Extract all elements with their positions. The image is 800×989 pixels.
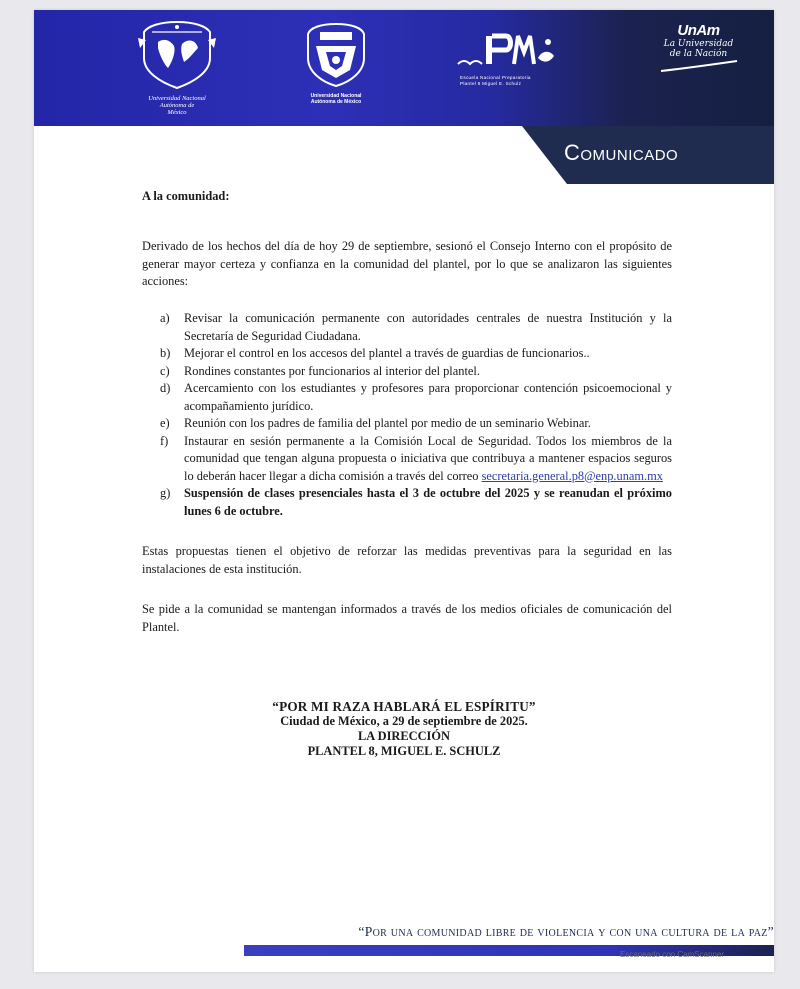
intro-paragraph: Derivado de los hechos del día de hoy 29 de septiembre, sesionó el Consejo Interno con el propósito de generar mayor certeza y confianza en la comunidad del plantel, por lo que se analizaron las siguientes acciones: (142, 239, 672, 288)
list-item (142, 310, 672, 345)
unam-shield-logo (132, 18, 222, 116)
list-item (142, 345, 672, 363)
unam-seal-logo (300, 22, 372, 105)
list-item-text: Reunión con los padres de familia del plantel por medio de un seminario Webinar. (184, 416, 591, 430)
unam-seal-caption-line: Autónoma de México (310, 99, 362, 105)
list-item (142, 485, 672, 520)
list-item-text: Instaurar en sesión permanente a la Comisión Local de Seguridad. Todos los miembros de la comunidad que tengan alguna propuesta o iniciativa que contribuya a mantener espacios seguros lo deberán hacer llegar a dicha comisión a través del correo (184, 433, 672, 483)
list-item-letter: d) (160, 381, 171, 395)
place-date: Ciudad de México, a 29 de septiembre de 2025. (280, 714, 528, 728)
scanner-watermark: Escaneado con CamScanner (620, 950, 725, 959)
list-item-letter: b) (160, 346, 171, 360)
list-item (142, 380, 672, 415)
enp-caption-line: Plantel 8 Miguel E. Schulz (460, 80, 522, 86)
nacion-tagline-line: La Universidad (663, 39, 734, 49)
signature-block (204, 699, 604, 759)
office: LA DIRECCIÓN (358, 729, 450, 743)
unam-seal-icon (300, 22, 372, 88)
letterhead (34, 10, 774, 126)
unam-wordmark: UnAm (677, 22, 720, 39)
list-item-letter: c) (160, 363, 170, 378)
actions-list (142, 310, 672, 520)
objective-paragraph: Estas propuestas tienen el objetivo de reforzar las medidas preventivas para la seguridad en las instalaciones de esta institución. (142, 544, 672, 576)
list-item-text: Rondines constantes por funcionarios al interior del plantel. (184, 363, 480, 378)
underline-swoosh-icon (659, 59, 739, 73)
unam-shield-icon (132, 18, 222, 90)
list-item (142, 415, 672, 433)
list-item-text: Suspensión de clases presenciales hasta el 3 de octubre del 2025 y se reanudan el próximo lunes 6 de octubre. (184, 486, 672, 518)
unam-caption-line: Universidad Nacional (148, 95, 206, 102)
list-item-letter: e) (160, 416, 170, 430)
unam-caption-line: Autónoma de (159, 102, 195, 109)
list-item-letter: f) (160, 433, 169, 448)
banner-title: Comunicado (564, 140, 679, 165)
document-sheet (34, 10, 774, 972)
list-item-text: Acercamiento con los estudiantes y profesores para proporcionar contención psicoemocional y acompañamiento jurídico. (184, 381, 672, 413)
universidad-nacion-logo (646, 22, 751, 78)
unam-seal-caption-line: Universidad Nacional (310, 93, 362, 99)
list-item (142, 433, 672, 486)
footer-quote: “Por una comunidad libre de violencia y con una cultura de la paz” (358, 924, 774, 939)
enp-mark-icon (454, 30, 564, 70)
enp-caption-line: Escuela Nacional Preparatoria (460, 75, 531, 80)
list-item-text: Revisar la comunicación permanente con autoridades centrales de nuestra Institución y la Secretaría de Seguridad Ciudadana. (184, 311, 672, 343)
email-link[interactable]: secretaria.general.p8@enp.unam.mx (481, 468, 663, 483)
salutation: A la comunidad: (142, 189, 230, 203)
list-item-text: Mejorar el control en los accesos del plantel a través de guardias de funcionarios.. (184, 346, 590, 360)
nacion-tagline-line: de la Nación (669, 49, 728, 59)
plantel-name: PLANTEL 8, MIGUEL E. SCHULZ (307, 744, 501, 758)
motto: “POR MI RAZA HABLARÁ EL ESPÍRITU” (272, 699, 536, 714)
list-item (142, 363, 672, 381)
inform-paragraph: Se pide a la comunidad se mantengan informados a través de los medios oficiales de comunicación del Plantel. (142, 602, 672, 634)
unam-caption-line: México (167, 109, 187, 116)
enp-logo (454, 30, 564, 86)
list-item-letter: a) (160, 311, 170, 325)
list-item-letter: g) (160, 486, 171, 500)
